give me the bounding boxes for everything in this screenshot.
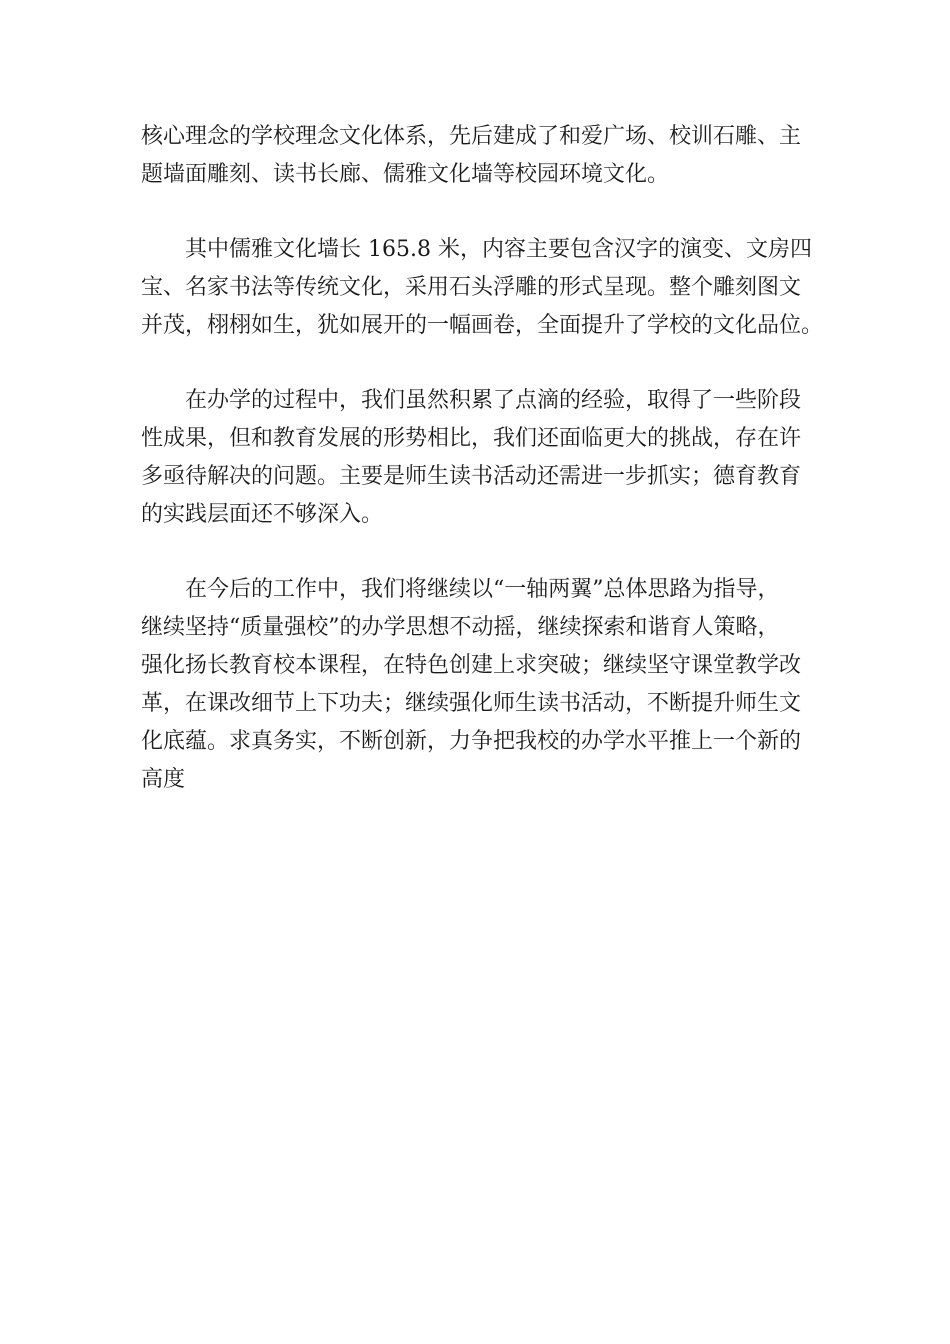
- text-line: 强化扬长教育校本课程，在特色创建上求突破；继续坚守课堂教学改: [141, 653, 802, 678]
- text-line: 宝、名家书法等传统文化，采用石头浮雕的形式呈现。整个雕刻图文: [141, 275, 802, 300]
- paragraph: [141, 231, 824, 345]
- paragraph: [141, 571, 817, 799]
- text-line: [141, 382, 817, 420]
- text-line: 多亟待解决的问题。主要是师生读书活动还需进一步抓实；德育教育: [141, 464, 802, 489]
- text-line: 核心理念的学校理念文化体系，先后建成了和爱广场、校训石雕、主: [141, 124, 802, 149]
- text-line: 的实践层面还不够深入。: [141, 502, 384, 527]
- paragraph: [141, 382, 817, 534]
- text-line: 化底蕴。求真务实，不断创新，力争把我校的办学水平推上一个新的: [141, 729, 802, 754]
- text-line: [141, 571, 817, 609]
- text-line: 革，在课改细节上下功夫；继续强化师生读书活动，不断提升师生文: [141, 691, 802, 716]
- text-line-content: 在今后的工作中，我们将继续以“一轴两翼”总体思路为指导，: [185, 577, 780, 602]
- text-line-content: 其中儒雅文化墙长 165.8 米，内容主要包含汉字的演变、文房四: [185, 237, 812, 262]
- text-line-content: 在办学的过程中，我们虽然积累了点滴的经验，取得了一些阶段: [185, 388, 802, 413]
- text-line: 性成果，但和教育发展的形势相比，我们还面临更大的挑战，存在许: [141, 426, 802, 451]
- text-line: 并茂，栩栩如生，犹如展开的一幅画卷，全面提升了学校的文化品位。: [141, 313, 824, 338]
- document-body: [141, 118, 824, 836]
- text-line: 高度: [141, 767, 186, 792]
- text-line: [141, 231, 817, 269]
- text-line: 题墙面雕刻、读书长廊、儒雅文化墙等校园环境文化。: [141, 162, 670, 187]
- paragraph: [141, 118, 817, 194]
- text-line: 继续坚持“质量强校”的办学思想不动摇，继续探索和谐育人策略，: [141, 615, 780, 640]
